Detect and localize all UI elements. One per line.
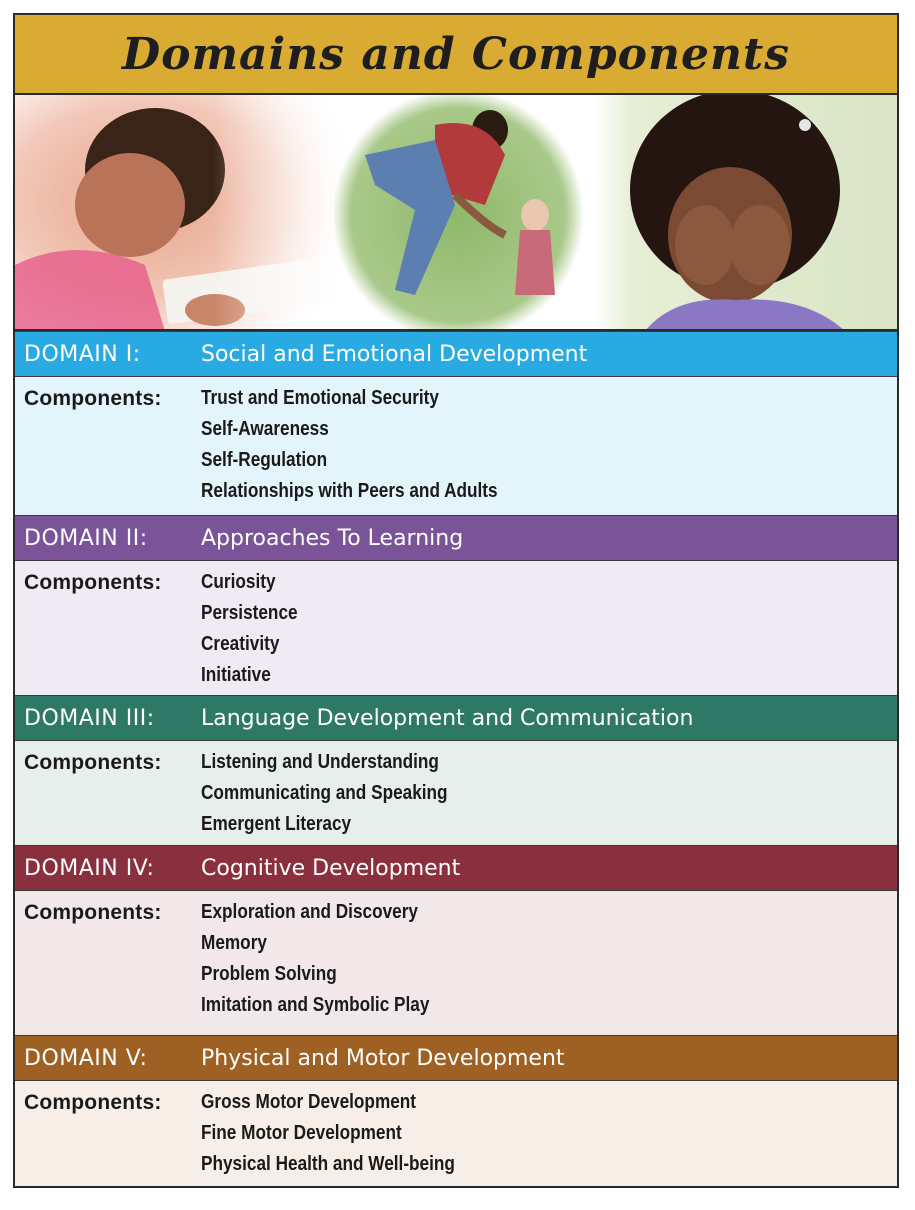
component-item: Persistence (201, 602, 298, 624)
component-item: Gross Motor Development (201, 1091, 417, 1113)
domain-name: Language Development and Communication (201, 705, 694, 731)
components-list (201, 567, 897, 695)
components-block (15, 891, 897, 1035)
domain-header (15, 845, 897, 891)
component-item: Self-Awareness (201, 418, 329, 440)
component-item: Initiative (201, 664, 271, 686)
components-label: Components: (24, 387, 162, 410)
domain-name: Cognitive Development (201, 855, 461, 881)
components-block (15, 561, 897, 695)
component-item: Creativity (201, 633, 280, 655)
photo-child-covering-face (595, 95, 897, 331)
photo-adult-toddler (332, 95, 584, 331)
component-item: Fine Motor Development (201, 1122, 402, 1144)
component-item: Communicating and Speaking (201, 782, 448, 804)
domain-section-5 (15, 1035, 897, 1188)
domain-label: DOMAIN V: (24, 1045, 148, 1071)
domain-name: Social and Emotional Development (201, 341, 588, 367)
domain-header (15, 1035, 897, 1081)
domain-header (15, 695, 897, 741)
component-item: Curiosity (201, 571, 276, 593)
domain-label: DOMAIN III: (24, 705, 155, 731)
components-list (201, 747, 897, 845)
component-item: Relationships with Peers and Adults (201, 480, 498, 502)
components-list (201, 383, 897, 515)
photo-strip (15, 95, 897, 331)
domain-label: DOMAIN IV: (24, 855, 155, 881)
domain-label: DOMAIN II: (24, 525, 148, 551)
domain-label: DOMAIN I: (24, 341, 141, 367)
components-list (201, 1087, 897, 1188)
components-block (15, 741, 897, 845)
domain-header (15, 515, 897, 561)
component-item: Memory (201, 932, 267, 954)
component-item: Imitation and Symbolic Play (201, 994, 430, 1016)
components-label: Components: (24, 901, 162, 924)
photo-collage (15, 95, 897, 331)
component-item: Exploration and Discovery (201, 901, 418, 923)
domain-section-4 (15, 845, 897, 1035)
domain-section-1 (15, 331, 897, 515)
component-item: Self-Regulation (201, 449, 328, 471)
component-item: Trust and Emotional Security (201, 387, 439, 409)
component-item: Listening and Understanding (201, 751, 439, 773)
components-label: Components: (24, 1091, 162, 1114)
domain-header (15, 331, 897, 377)
components-label: Components: (24, 751, 162, 774)
components-list (201, 897, 897, 1035)
domain-name: Physical and Motor Development (201, 1045, 565, 1071)
photo-child-drawing (15, 95, 345, 331)
page-title: Domains and Components (121, 28, 791, 80)
domain-name: Approaches To Learning (201, 525, 464, 551)
poster (13, 13, 899, 1188)
domain-section-3 (15, 695, 897, 845)
components-label: Components: (24, 571, 162, 594)
domain-section-2 (15, 515, 897, 695)
components-block (15, 1081, 897, 1188)
title-banner (15, 15, 897, 95)
component-item: Problem Solving (201, 963, 337, 985)
components-block (15, 377, 897, 515)
component-item: Physical Health and Well-being (201, 1153, 455, 1175)
component-item: Emergent Literacy (201, 813, 352, 835)
